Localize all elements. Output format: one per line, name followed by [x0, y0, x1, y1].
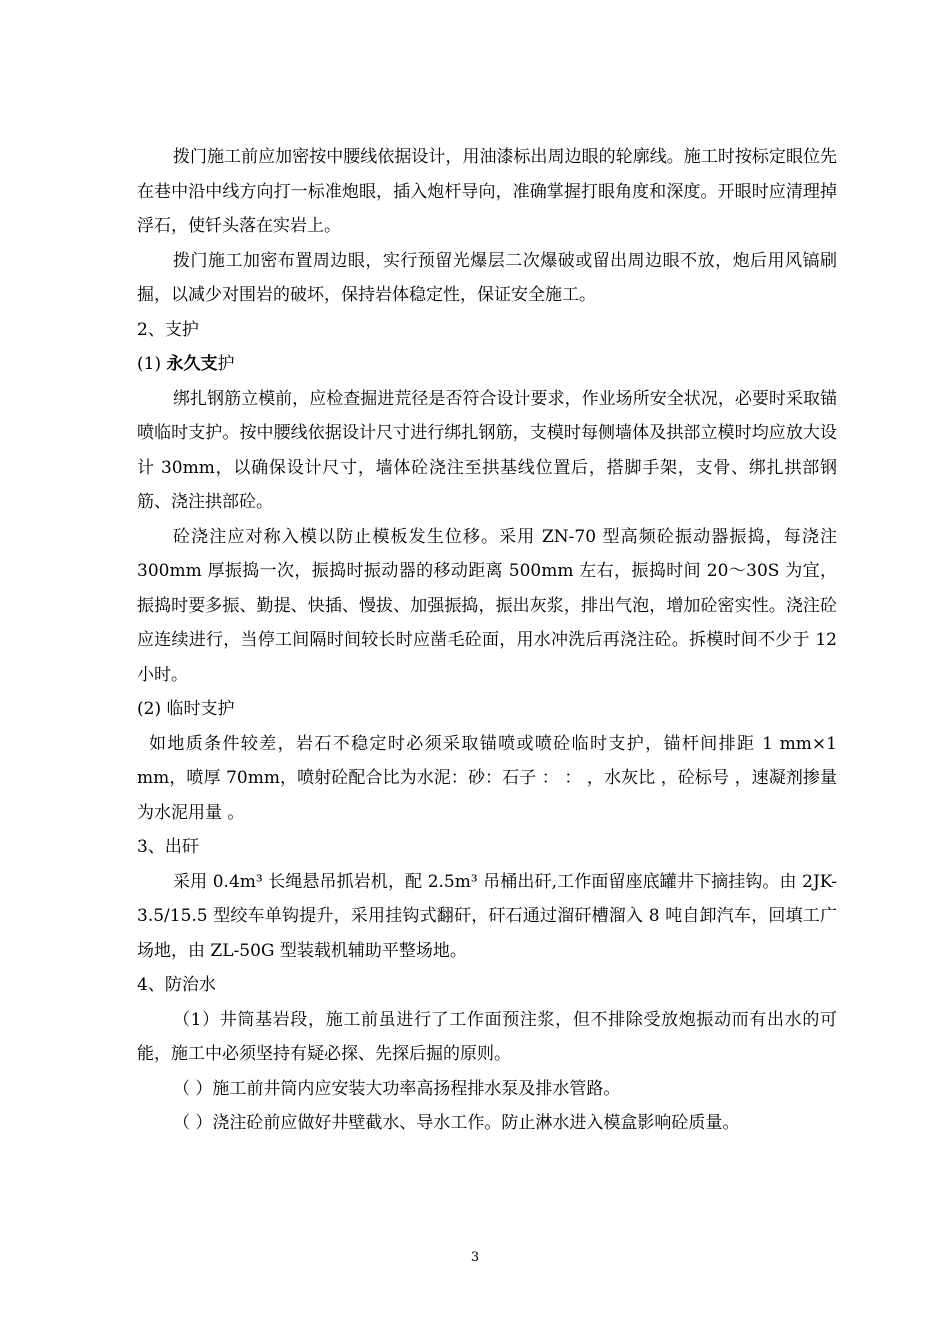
heading-mucking: 3、出矸	[137, 837, 199, 857]
paragraph-water-item-3: （ ）浇注砼前应做好井壁截水、导水工作。防止淋水进入模盒影响砼质量。	[173, 1113, 740, 1133]
heading-support: 2、支护	[137, 319, 199, 340]
paragraph-concrete-pouring: 砼浇注应对称入模以防止模板发生位移。采用 ZN-70 型高频砼振动器振捣，每浇注 300mm 厚振捣一次，振捣时振动器的移动距离 500mm 左右，振捣时间 20～30S 为宜，振捣时要多振、勤提、快插、慢拔、加强振捣，振出灰浆，排出气泡，增加砼密实性。浇注砼应连续进行，当停工间隔时间较长时应凿毛砼面，用水冲洗后再浇注砼。拆模时间不少于 12 小时。	[137, 526, 837, 685]
heading-temporary-support: (2) 临时支护	[137, 699, 235, 719]
paragraph-door-construction: 拨门施工前应加密按中腰线依据设计，用油漆标出周边眼的轮廓线。施工时按标定眼位先在巷中沿中线方向打一标准炮眼，插入炮杆导向，准确掌握打眼角度和深度。开眼时应清理掉浮石，使钎头落在实岩上。	[137, 147, 837, 236]
document-body	[137, 140, 837, 1141]
paragraph-mucking: 采用 0.4m³ 长绳悬吊抓岩机，配 2.5m³ 吊桶出矸,工作面留座底罐井下摘挂钩。由 2JK-3.5/15.5 型绞车单钩提升，采用挂钩式翻矸，矸石通过溜矸槽溜入 8 吨自卸汽车，回填工广场地，由 ZL-50G 型装载机辅助平整场地。	[137, 871, 837, 961]
heading-permanent-support	[137, 347, 837, 382]
heading-permanent-prefix: (1)	[137, 354, 167, 374]
heading-permanent-bold: 永久支	[166, 354, 218, 374]
paragraph-water-item-1: （1）井筒基岩段，施工前虽进行了工作面预注浆，但不排除受放炮振动而有出水的可能，施工中必须坚持有疑必探、先探后掘的原则。	[137, 1009, 837, 1064]
heading-permanent-rest: 护	[217, 354, 235, 374]
paragraph-rebar-formwork: 绑扎钢筋立模前，应检查掘进荒径是否符合设计要求，作业场所安全状况，必要时采取锚喷临时支护。按中腰线依据设计尺寸进行绑扎钢筋，支模时每侧墙体及拱部立模时均应放大设计 30mm，以确保设计尺寸，墙体砼浇注至拱基线位置后，搭脚手架，支骨、绑扎拱部钢筋、浇注拱部砼。	[137, 388, 837, 512]
page-number: 3	[470, 1250, 480, 1265]
paragraph-water-item-2: （ ）施工前井筒内应安装大功率高扬程排水泵及排水管路。	[173, 1078, 621, 1099]
paragraph-anchor-spray: 如地质条件较差，岩石不稳定时必须采取锚喷或喷砼临时支护，锚杆间排距 1 mm×1 mm，喷厚 70mm，喷射砼配合比为水泥：砂：石子 ： ： ，水灰比 ，砼标号 ，速凝剂掺量为水泥用量 。	[137, 733, 837, 823]
heading-water-control: 4、防治水	[137, 975, 216, 995]
paragraph-perimeter-holes: 拨门施工加密布置周边眼，实行预留光爆层二次爆破或留出周边眼不放，炮后用风镐刷掘，以减少对围岩的破坏，保持岩体稳定性，保证安全施工。	[137, 250, 837, 305]
